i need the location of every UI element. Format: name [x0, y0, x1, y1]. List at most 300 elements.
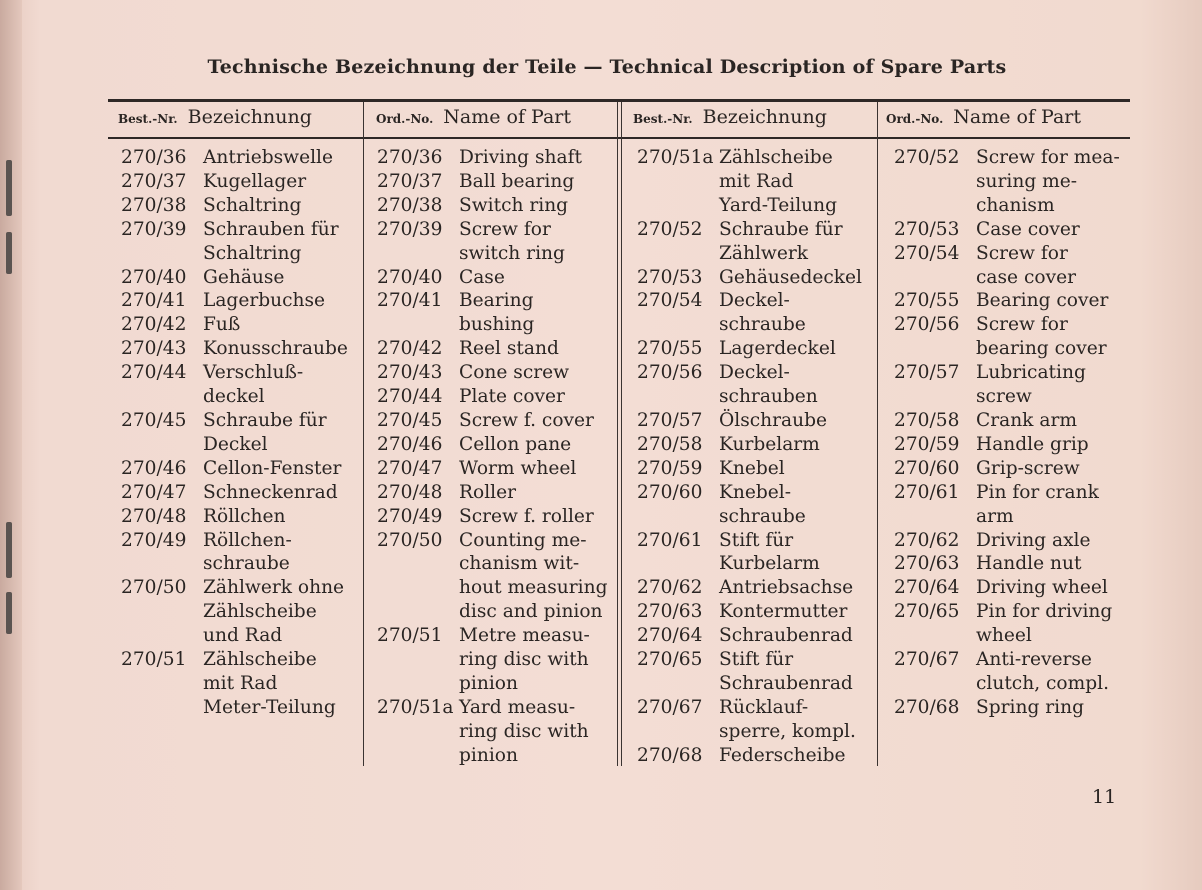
part-number: [894, 194, 976, 218]
part-row: [377, 361, 607, 385]
part-row: [377, 170, 607, 194]
part-row: [121, 218, 348, 242]
part-name: Antriebswelle: [203, 147, 333, 168]
part-name: screw: [976, 386, 1032, 408]
part-name: Zählscheibe: [203, 601, 317, 623]
part-row: [121, 170, 348, 194]
part-row: [377, 624, 607, 648]
part-row: [121, 457, 348, 481]
part-row: [637, 696, 862, 720]
page-number: 11: [1092, 786, 1117, 808]
header-name-label: Name of Part: [953, 106, 1082, 128]
part-name: Driving shaft: [459, 147, 582, 168]
part-row: [121, 242, 348, 266]
part-number: 270/50: [377, 529, 443, 551]
part-name: sperre, kompl.: [719, 720, 856, 742]
part-row: [894, 194, 1120, 218]
part-name: Fuß: [203, 314, 241, 336]
part-name: wheel: [976, 625, 1032, 647]
page-title: Technische Bezeichnung der Teile — Technical Description of Spare Parts: [207, 56, 1007, 78]
part-row: [377, 289, 607, 313]
part-name: Handle grip: [976, 433, 1089, 455]
header-name-label: Bezeichnung: [187, 106, 312, 128]
part-name: Worm wheel: [459, 457, 577, 479]
part-name: Counting me-: [459, 529, 587, 551]
part-row: [121, 624, 348, 648]
part-row: [377, 648, 607, 672]
part-row: [121, 505, 348, 529]
part-name: Cone screw: [459, 362, 570, 384]
part-name: Gehäuse: [203, 266, 285, 288]
part-number: 270/40: [121, 266, 187, 288]
part-name: Metre measu-: [459, 625, 590, 647]
part-name: Meter-Teilung: [203, 696, 336, 718]
column-header: [376, 106, 571, 136]
part-name: und Rad: [203, 625, 283, 647]
part-name: Federscheibe: [719, 744, 846, 766]
part-number: 270/68: [894, 696, 960, 718]
part-name: Plate cover: [459, 386, 565, 408]
part-name: switch ring: [459, 242, 565, 264]
part-name: clutch, compl.: [976, 672, 1110, 694]
part-row: [637, 266, 862, 290]
part-row: [121, 146, 348, 170]
part-number: 270/47: [377, 457, 443, 479]
part-name: Screw for: [976, 242, 1068, 264]
part-row: [637, 409, 862, 433]
part-name: Lubricating: [976, 362, 1086, 384]
part-name: Röllchen: [203, 505, 286, 527]
part-number: [121, 696, 203, 720]
part-name: Pin for driving: [976, 601, 1113, 623]
part-number: 270/45: [377, 409, 443, 431]
part-number: 270/46: [377, 433, 443, 455]
part-name: Bearing cover: [976, 290, 1109, 312]
part-number: 270/57: [894, 362, 960, 384]
part-number: [121, 242, 203, 266]
column-divider: [617, 102, 618, 766]
part-name: suring me-: [976, 170, 1078, 192]
part-row: [894, 361, 1120, 385]
part-row: [377, 313, 607, 337]
part-name: Cellon-Fenster: [203, 457, 342, 479]
part-name: Screw f. cover: [459, 409, 594, 431]
part-row: [894, 409, 1120, 433]
part-row: [894, 481, 1120, 505]
part-number: 270/45: [121, 409, 187, 431]
part-number: 270/49: [121, 529, 187, 551]
part-name: Ball bearing: [459, 170, 575, 192]
part-row: [377, 481, 607, 505]
part-row: [637, 242, 862, 266]
part-number: 270/52: [637, 218, 703, 240]
part-number: [377, 576, 459, 600]
part-name: Schaltring: [203, 194, 302, 216]
part-row: [121, 600, 348, 624]
part-name: ring disc with: [459, 649, 589, 671]
part-name: Deckel-: [719, 290, 790, 312]
column-header: [118, 106, 312, 136]
part-row: [121, 361, 348, 385]
part-number: 270/55: [894, 290, 960, 312]
part-row: [377, 529, 607, 553]
part-name: chanism: [976, 194, 1055, 216]
parts-column-german: [637, 146, 862, 768]
part-name: Stift für: [719, 529, 794, 551]
part-name: Schraube für: [719, 218, 843, 240]
part-row: [121, 648, 348, 672]
part-name: bushing: [459, 314, 535, 336]
part-row: [121, 529, 348, 553]
part-number: 270/56: [637, 362, 703, 384]
part-number: 270/54: [894, 242, 960, 264]
part-number: [637, 242, 719, 266]
staple: [6, 232, 12, 274]
part-number: [121, 600, 203, 624]
part-number: 270/53: [637, 266, 703, 288]
part-row: [637, 194, 862, 218]
part-row: [637, 457, 862, 481]
part-row: [121, 266, 348, 290]
part-number: [894, 672, 976, 696]
part-name: Crank arm: [976, 409, 1077, 431]
part-row: [894, 337, 1120, 361]
part-number: 270/62: [637, 577, 703, 599]
part-row: [377, 242, 607, 266]
part-name: schraube: [719, 314, 806, 336]
part-number: 270/51a: [377, 696, 454, 718]
part-row: [894, 576, 1120, 600]
part-name: pinion: [459, 672, 518, 694]
part-name: bearing cover: [976, 338, 1107, 360]
part-number: 270/41: [121, 290, 187, 312]
part-row: [637, 361, 862, 385]
part-row: [637, 505, 862, 529]
part-row: [894, 648, 1120, 672]
part-number: 270/43: [377, 362, 443, 384]
part-name: Ölschraube: [719, 409, 827, 431]
part-number: 270/36: [121, 147, 187, 168]
part-number: 270/60: [894, 457, 960, 479]
part-number: [377, 720, 459, 744]
part-name: Kurbelarm: [719, 553, 820, 575]
part-number: 270/46: [121, 457, 187, 479]
part-name: schraube: [203, 553, 290, 575]
part-name: Schaltring: [203, 242, 302, 264]
part-row: [894, 552, 1120, 576]
part-name: Gehäusedeckel: [719, 266, 862, 288]
parts-column-english: [894, 146, 1120, 720]
part-row: [894, 696, 1120, 720]
part-name: Zählwerk ohne: [203, 577, 345, 599]
part-name: Kontermutter: [719, 601, 848, 623]
part-row: [894, 433, 1120, 457]
part-number: 270/67: [637, 696, 703, 718]
part-name: Handle nut: [976, 553, 1082, 575]
part-name: Rücklauf-: [719, 696, 809, 718]
part-name: hout measuring: [459, 577, 608, 599]
part-row: [377, 696, 607, 720]
part-row: [894, 313, 1120, 337]
part-number: 270/41: [377, 290, 443, 312]
part-name: mit Rad: [719, 170, 794, 192]
part-number: 270/53: [894, 218, 960, 240]
part-number: 270/39: [121, 218, 187, 240]
header-number-label: Best.-Nr.: [633, 112, 693, 126]
part-row: [121, 194, 348, 218]
part-number: [637, 170, 719, 194]
part-row: [121, 481, 348, 505]
part-number: 270/36: [377, 147, 443, 168]
part-number: [637, 385, 719, 409]
part-row: [377, 194, 607, 218]
part-row: [637, 529, 862, 553]
part-row: [894, 385, 1120, 409]
part-name: mit Rad: [203, 672, 278, 694]
table-top-rule: [108, 99, 1130, 102]
part-row: [121, 576, 348, 600]
part-number: 270/38: [377, 194, 443, 216]
part-name: Schraubenrad: [719, 672, 853, 694]
part-row: [894, 529, 1120, 553]
header-name-label: Bezeichnung: [702, 106, 827, 128]
part-number: [637, 505, 719, 529]
part-number: 270/40: [377, 266, 443, 288]
part-row: [637, 385, 862, 409]
part-number: [377, 744, 459, 768]
part-number: 270/61: [894, 481, 960, 503]
part-row: [377, 600, 607, 624]
column-divider: [363, 102, 364, 766]
part-number: [377, 313, 459, 337]
header-number-label: Ord.-No.: [376, 112, 434, 126]
part-number: 270/55: [637, 338, 703, 360]
part-number: [894, 266, 976, 290]
part-row: [637, 624, 862, 648]
part-name: Deckel-: [719, 362, 790, 384]
part-number: 270/62: [894, 529, 960, 551]
parts-column-german: [121, 146, 348, 720]
part-number: 270/50: [121, 577, 187, 599]
part-name: Driving axle: [976, 529, 1091, 551]
parts-column-english: [377, 146, 607, 768]
part-row: [894, 242, 1120, 266]
part-number: [121, 385, 203, 409]
part-name: Stift für: [719, 649, 794, 671]
part-name: Reel stand: [459, 338, 559, 360]
part-number: 270/48: [377, 481, 443, 503]
part-number: [894, 337, 976, 361]
part-row: [121, 696, 348, 720]
part-number: 270/59: [637, 457, 703, 479]
part-number: 270/59: [894, 433, 960, 455]
part-number: 270/47: [121, 481, 187, 503]
part-row: [637, 170, 862, 194]
part-name: Kugellager: [203, 170, 307, 192]
part-row: [637, 600, 862, 624]
part-row: [377, 385, 607, 409]
part-number: 270/51: [121, 649, 187, 671]
part-name: schraube: [719, 505, 806, 527]
part-number: 270/44: [121, 362, 187, 384]
header-bottom-rule: [108, 137, 1130, 139]
part-number: 270/37: [377, 170, 443, 192]
part-number: [894, 505, 976, 529]
part-number: 270/39: [377, 218, 443, 240]
part-row: [894, 218, 1120, 242]
part-number: 270/43: [121, 338, 187, 360]
part-number: [121, 672, 203, 696]
part-name: schrauben: [719, 386, 818, 408]
part-number: 270/57: [637, 409, 703, 431]
part-name: Schraube für: [203, 409, 327, 431]
spine-shadow: [0, 0, 22, 890]
part-name: Schrauben für: [203, 218, 339, 240]
part-name: Screw f. roller: [459, 505, 594, 527]
part-name: deckel: [203, 386, 265, 408]
part-row: [377, 218, 607, 242]
part-name: Verschluß-: [203, 362, 304, 384]
part-row: [637, 744, 862, 768]
part-row: [121, 313, 348, 337]
part-row: [377, 409, 607, 433]
part-name: case cover: [976, 266, 1076, 288]
part-number: 270/51a: [637, 147, 714, 168]
part-name: Kurbelarm: [719, 433, 820, 455]
part-row: [377, 744, 607, 768]
part-number: [894, 624, 976, 648]
part-number: 270/58: [894, 409, 960, 431]
part-number: 270/64: [637, 625, 703, 647]
part-number: [637, 313, 719, 337]
part-row: [377, 457, 607, 481]
part-number: [121, 624, 203, 648]
part-number: [121, 433, 203, 457]
part-number: 270/42: [377, 338, 443, 360]
part-row: [377, 337, 607, 361]
part-row: [894, 457, 1120, 481]
column-divider: [877, 102, 878, 766]
part-name: Lagerbuchse: [203, 290, 326, 312]
part-name: chanism wit-: [459, 553, 580, 575]
part-number: 270/52: [894, 147, 960, 168]
part-name: Deckel: [203, 433, 268, 455]
part-name: Zählscheibe: [719, 147, 833, 168]
part-number: [377, 672, 459, 696]
part-row: [377, 266, 607, 290]
part-row: [377, 146, 607, 170]
part-row: [894, 289, 1120, 313]
column-header: [886, 106, 1081, 136]
part-row: [894, 672, 1120, 696]
part-row: [637, 313, 862, 337]
part-row: [121, 672, 348, 696]
part-row: [121, 409, 348, 433]
part-number: 270/51: [377, 625, 443, 647]
part-number: 270/65: [637, 649, 703, 671]
part-name: Screw for mea-: [976, 147, 1120, 168]
part-row: [377, 720, 607, 744]
part-number: 270/48: [121, 505, 187, 527]
part-name: Röllchen-: [203, 529, 292, 551]
part-row: [121, 552, 348, 576]
part-row: [377, 672, 607, 696]
part-row: [637, 672, 862, 696]
part-number: [894, 385, 976, 409]
part-row: [894, 170, 1120, 194]
part-name: Konusschraube: [203, 338, 348, 360]
part-number: [894, 170, 976, 194]
part-row: [637, 648, 862, 672]
part-name: Yard-Teilung: [719, 194, 838, 216]
part-number: 270/68: [637, 744, 703, 766]
part-row: [637, 218, 862, 242]
part-number: 270/37: [121, 170, 187, 192]
part-name: Screw for: [976, 314, 1068, 336]
part-row: [637, 289, 862, 313]
part-name: Zählscheibe: [203, 649, 317, 671]
part-name: ring disc with: [459, 720, 589, 742]
part-number: 270/67: [894, 649, 960, 671]
part-name: Knebel: [719, 457, 785, 479]
part-name: Yard measu-: [459, 696, 576, 718]
part-row: [637, 576, 862, 600]
part-name: Knebel-: [719, 481, 792, 503]
part-number: [637, 672, 719, 696]
header-number-label: Best.-Nr.: [118, 112, 178, 126]
part-row: [894, 146, 1120, 170]
part-number: [637, 720, 719, 744]
part-number: 270/38: [121, 194, 187, 216]
part-name: Case: [459, 266, 505, 288]
part-number: 270/58: [637, 433, 703, 455]
part-number: 270/65: [894, 601, 960, 623]
staple: [6, 160, 12, 216]
part-name: Spring ring: [976, 696, 1084, 718]
part-number: [377, 648, 459, 672]
part-row: [377, 552, 607, 576]
part-name: pinion: [459, 744, 518, 766]
part-row: [637, 337, 862, 361]
part-name: Anti-reverse: [976, 649, 1092, 671]
part-number: 270/64: [894, 577, 960, 599]
part-number: 270/61: [637, 529, 703, 551]
part-name: Bearing: [459, 290, 534, 312]
part-number: 270/56: [894, 314, 960, 336]
header-number-label: Ord.-No.: [886, 112, 944, 126]
part-row: [637, 481, 862, 505]
staple: [6, 522, 12, 578]
part-number: 270/60: [637, 481, 703, 503]
part-name: Schneckenrad: [203, 481, 338, 503]
part-number: 270/63: [894, 553, 960, 575]
part-name: Roller: [459, 481, 516, 503]
part-name: Switch ring: [459, 194, 569, 216]
part-number: [377, 600, 459, 624]
part-number: 270/44: [377, 386, 443, 408]
part-name: Grip-screw: [976, 457, 1080, 479]
part-name: Schraubenrad: [719, 625, 853, 647]
part-row: [377, 505, 607, 529]
part-name: Screw for: [459, 218, 551, 240]
part-row: [894, 505, 1120, 529]
part-row: [121, 289, 348, 313]
part-name: Antriebsachse: [719, 577, 854, 599]
part-row: [637, 146, 862, 170]
part-row: [894, 600, 1120, 624]
part-name: Pin for crank: [976, 481, 1099, 503]
part-row: [377, 433, 607, 457]
